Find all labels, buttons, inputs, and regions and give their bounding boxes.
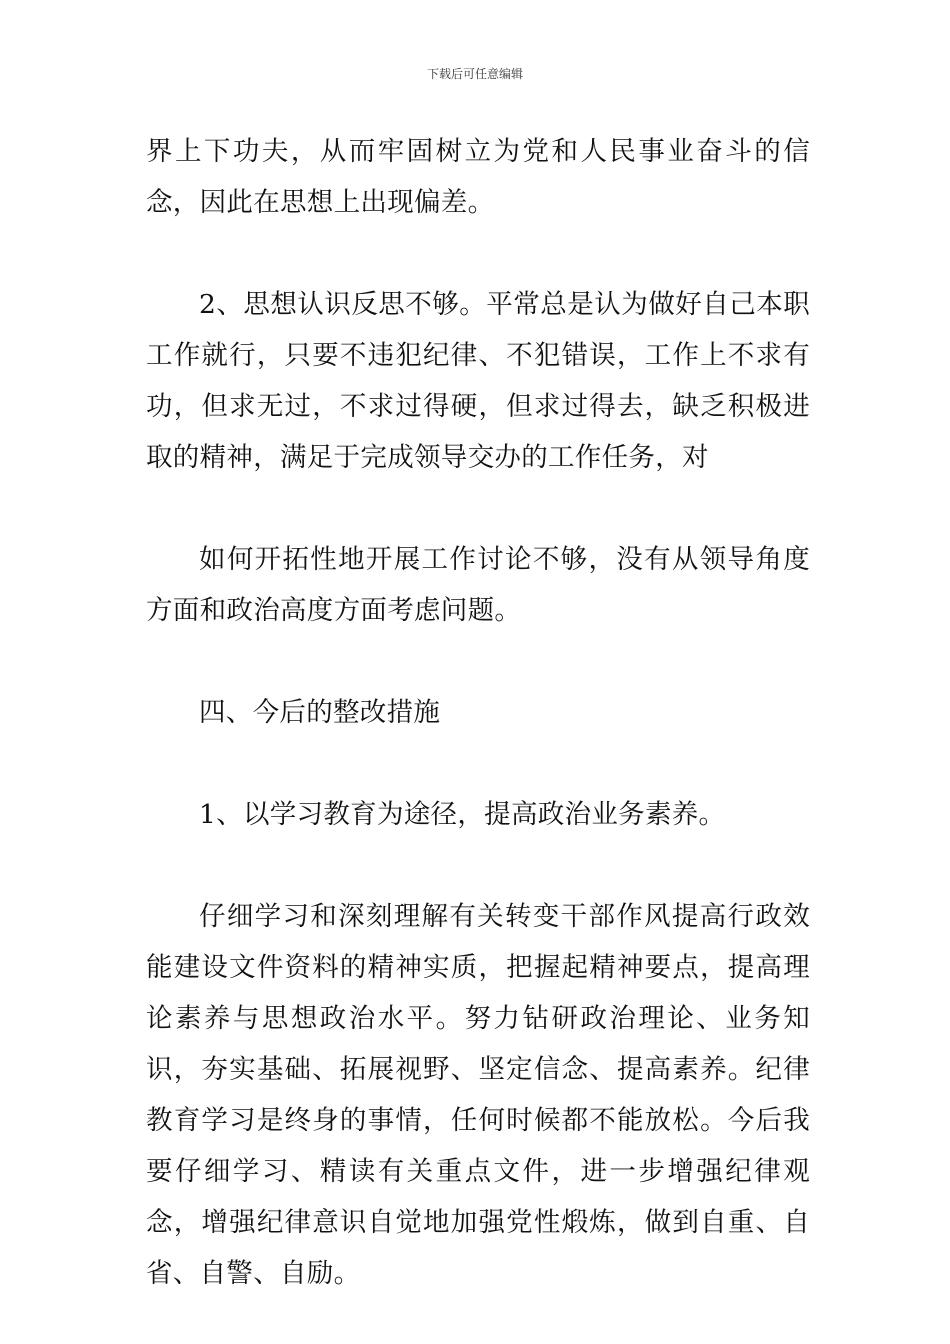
paragraph-continuation: 界上下功夫，从而牢固树立为党和人民事业奋斗的信念，因此在思想上出现偏差。: [146, 136, 810, 218]
paragraph-measure-1-body: 仔细学习和深刻理解有关转变干部作风提高行政效能建设文件资料的精神实质，把握起精神要点，提高理论素养与思想政治水平。努力钻研政治理论、业务知识，夯实基础、拓展视野、坚定信念、提高素养。纪律教育学习是终身的事情，任何时候都不能放松。今后我要仔细学习、精读有关重点文件，进一步增强纪律观念，增强纪律意识自觉地加强党性煅炼，做到自重、自省、自警、自励。: [146, 901, 810, 1289]
paragraph-point-2-continued: 如何开拓性地开展工作讨论不够，没有从领导角度方面和政治高度方面考虑问题。: [146, 544, 810, 626]
section-heading-rectification: 四、今后的整改措施: [199, 697, 441, 728]
paragraph-measure-1-title: 1、以学习教育为途径，提高政治业务素养。: [199, 799, 726, 830]
paragraph-point-2: 2、思想认识反思不够。平常总是认为做好自己本职工作就行，只要不违犯纪律、不犯错误，工作上不求有功，但求无过，不求过得硬，但求过得去，缺乏积极进取的精神，满足于完成领导交办的工作任务，对: [146, 289, 810, 473]
document-body: [146, 126, 810, 1299]
page-header: 下载后可任意编辑: [426, 67, 523, 81]
